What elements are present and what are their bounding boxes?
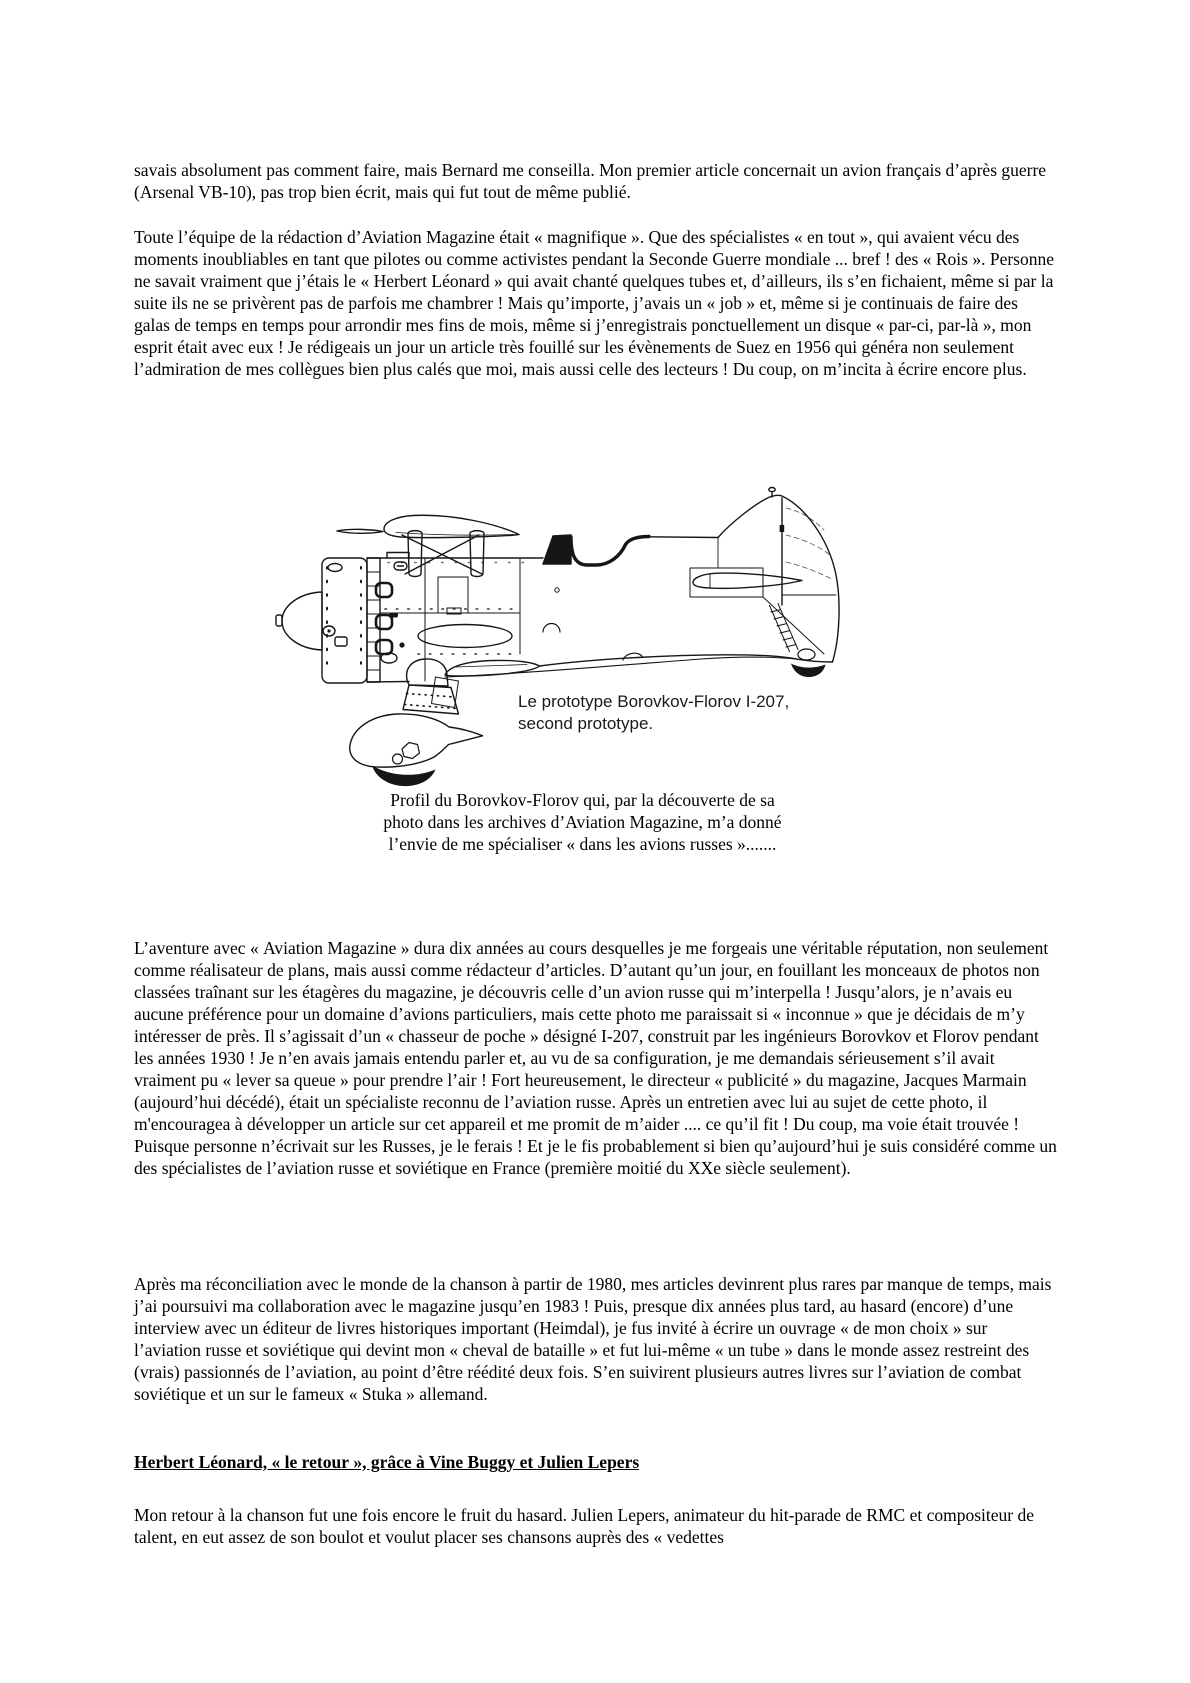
figure-caption-line-2: photo dans les archives d’Aviation Magazine, m’a donné — [383, 812, 782, 832]
body-paragraph-4: Après ma réconciliation avec le monde de la chanson à partir de 1980, mes articles devinrent plus rares par manque de temps, mais j’ai poursuivi ma collaboration avec le magazine jusqu’en 1983 ! Puis, presque dix années plus tard, au hasard (encore) d’une interview avec un éditeur de livres historiques important (Heimdal), je fus invité à écrire un ouvrage « de mon choix » sur l’aviation russe et soviétique qui devint mon « cheval de bataille » et fut lui-même « un tube » dans le monde assez restreint des (vrais) passionnés de l’aviation, au point d’être réédité deux fois. S’en suivirent plusieurs autres livres sur l’aviation de combat soviétique et un sur le fameux « Stuka » allemand. — [134, 1273, 1052, 1404]
figure-inner-caption-line-1: Le prototype Borovkov-Florov I-207, — [518, 692, 790, 711]
figure-inner-caption — [518, 691, 789, 734]
aircraft-figure — [255, 445, 860, 791]
body-paragraph-3: L’aventure avec « Aviation Magazine » dura dix années au cours desquelles je me forgeais une véritable réputation, non seulement comme réalisateur de plans, mais aussi comme rédacteur d’articles. D’autant qu’un jour, en fouillant les monceaux de photos non classées traînant sur les étagères du magazine, je découvris celle d’un avion russe qui m’interpella ! Jusqu’alors, je n’avais eu aucune préférence pour un domaine d’avions particuliers, mais cette photo me paraissait si « inconnue » que je décidais de m’y intéresser de près. Il s’agissait d’un « chasseur de poche » désigné I-207, construit par les ingénieurs Borovkov et Florov pendant les années 1930 ! Je n’en avais jamais entendu parler et, au vu de sa configuration, je me demandais sérieusement s’il avait vraiment pu « lever sa queue » pour prendre l’air ! Fort heureusement, le directeur « publicité » du magazine, Jacques Marmain (aujourd’hui décédé), était un spécialiste reconnu de l’aviation russe. Après un entretien avec lui au sujet de cette photo, il m'encouragea à développer un article sur cet appareil et me promit de m’aider .... ce qu’il fit ! Du coup, ma voie était trouvée ! Puisque personne n’écrivait sur les Russes, je le ferais ! Et je le fis probablement si bien qu’aujourd’hui je suis considéré comme un des spécialistes de l’aviation russe et soviétique en France (première moitié du XXe siècle seulement). — [134, 937, 1057, 1178]
body-paragraph-5: Mon retour à la chanson fut une fois encore le fruit du hasard. Julien Lepers, animateur du hit-parade de RMC et compositeur de talent, en eut assez de son boulot et voulut placer ses chansons auprès des « vedettes — [134, 1504, 1034, 1547]
aircraft-profile-drawing-i207 — [255, 445, 860, 791]
body-paragraph-2: Toute l’équipe de la rédaction d’Aviation Magazine était « magnifique ». Que des spécialistes « en tout », qui avaient vécu des moments inoubliables en tant que pilotes ou comme activistes pendant la Seconde Guerre mondiale ... bref ! des « Rois ». Personne ne savait vraiment que j’étais le « Herbert Léonard » qui avait chanté quelques tubes et, d’ailleurs, ils s’en fichaient, même si par la suite ils ne se privèrent pas de parfois me chambrer ! Mais qu’importe, j’avais un « job » et, même si je continuais de faire des galas de temps en temps pour arrondir mes fins de mois, même si j’enregistrais ponctuellement un disque « par-ci, par-là », mon esprit était avec eux ! Je rédigeais un jour un article très fouillé sur les évènements de Suez en 1956 qui généra non seulement l’admiration de mes collègues bien plus calés que moi, mais aussi celle des lecteurs ! Du coup, on m’incita à écrire encore plus. — [134, 226, 1054, 379]
figure-caption-line-3: l’envie de me spécialiser « dans les avions russes »....... — [388, 834, 777, 854]
section-heading: Herbert Léonard, « le retour », grâce à Vine Buggy et Julien Lepers — [134, 1451, 640, 1472]
body-paragraph-1: savais absolument pas comment faire, mais Bernard me conseilla. Mon premier article concernait un avion français d’après guerre (Arsenal VB-10), pas trop bien écrit, mais qui fut tout de même publié. — [134, 159, 1047, 202]
figure-caption-line-1: Profil du Borovkov-Florov qui, par la découverte de sa — [390, 790, 775, 810]
figure-inner-caption-line-2: second prototype. — [518, 713, 654, 733]
figure-caption — [330, 789, 835, 855]
